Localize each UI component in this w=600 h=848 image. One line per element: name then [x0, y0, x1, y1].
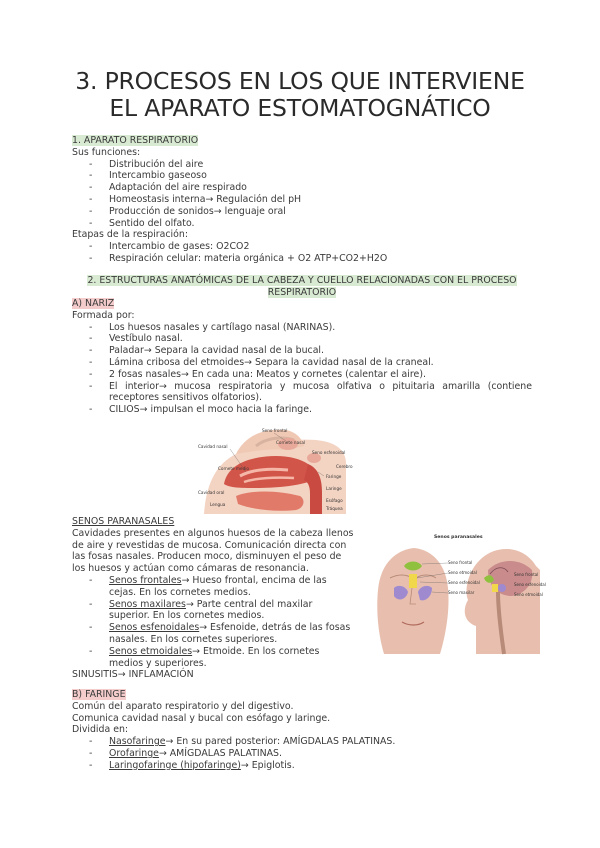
list-item: - Adaptación del aire respirado [89, 182, 532, 194]
list-item: - CILIOS→ impulsan el moco hacia la faringe. [89, 404, 532, 416]
fig2-label: Seno esfenoidal [448, 580, 480, 585]
seno-desc: → Etmoide. En los cornetes [192, 645, 320, 657]
list-item: - Lámina cribosa del etmoides→ Separa la cavidad nasal de la craneal. [89, 357, 532, 369]
faringe-part-name: Orofaringe [109, 747, 159, 759]
nasal-cavity-figure [196, 424, 376, 514]
faringe-part-desc: → Epiglotis. [240, 759, 295, 771]
seno-desc: → Parte central del maxilar [185, 598, 313, 610]
faringe-part-name: Nasofaringe [109, 736, 166, 748]
fig2-label: Seno maxilar [448, 590, 475, 595]
list-item: - Producción de sonidos→ lenguaje oral [89, 206, 532, 218]
list-item: - Intercambio de gases: O2CO2 [89, 241, 532, 253]
fig2-label: Seno etmoidal [448, 570, 477, 575]
faringe-line: Común del aparato respiratorio y del digestivo. [72, 700, 294, 712]
section-senos-paranasales [72, 516, 360, 681]
faringe-part-desc: → AMÍGDALAS PALATINAS. [158, 747, 282, 759]
seno-desc: medios y superiores. [109, 657, 207, 669]
etapas-label: Etapas de la respiración: [72, 229, 188, 241]
faringe-part-name: Laringofaringe (hipofaringe) [109, 759, 241, 771]
fig2-label: Seno frontal [448, 560, 473, 565]
fig1-label: Esófago [326, 498, 343, 503]
list-item: - Sentido del olfato. [89, 218, 532, 230]
interior-line1: - El interior→ mucosa respiratoria y mucosa olfativa o pituitaria amarilla (contiene [109, 380, 532, 392]
senos-intro-line: de aire y revestidas de mucosa. Comunicación directa con [72, 539, 347, 551]
list-item: - Paladar→ Separa la cavidad nasal de la bucal. [89, 345, 532, 357]
faringe-list [72, 736, 532, 771]
subsection-heading: B) FARINGE [72, 689, 126, 700]
funciones-label: Sus funciones: [72, 146, 141, 158]
nariz-list [72, 322, 532, 416]
senos-intro-line: Cavidades presentes en algunos huesos de la cabeza llenos [72, 527, 354, 539]
list-item [89, 575, 360, 599]
list-item: - Intercambio gaseoso [89, 170, 532, 182]
fig1-label: Tráquea [326, 506, 343, 511]
list-item [89, 599, 360, 623]
fig1-label: Lengua [210, 502, 226, 507]
fig1-label: Seno esfenoidal [312, 450, 346, 455]
seno-desc: nasales. En los cornetes superiores. [109, 633, 278, 645]
section-estructuras-heading [72, 275, 532, 299]
interior-line2: receptores sensitivos olfatorios). [109, 392, 263, 404]
fig1-label: Cerebro [336, 464, 353, 469]
list-item [89, 748, 532, 760]
fig2-label: Seno etmoidal [514, 592, 543, 597]
faringe-line: Dividida en: [72, 724, 129, 736]
subsection-heading: A) NARIZ [72, 298, 115, 309]
section-heading-line1: 2. ESTRUCTURAS ANATÓMICAS DE LA CABEZA Y CUELLO RELACIONADAS CON EL PROCESO [87, 275, 517, 286]
seno-desc: → Esfenoide, detrás de las fosas [199, 622, 351, 634]
senos-intro-line: las fosas nasales. Producen moco, disminuyen el peso de [72, 551, 342, 563]
fig1-label: Cornete nasal [276, 440, 306, 445]
list-item [89, 760, 532, 772]
seno-name: Senos etmoidales [109, 645, 193, 657]
fig1-label: Laringe [326, 486, 342, 491]
fig1-label: Seno frontal [262, 428, 288, 433]
section-heading: 1. APARATO RESPIRATORIO [72, 135, 199, 146]
faringe-part-desc: → En su pared posterior: AMÍGDALAS PALATINAS. [165, 736, 396, 748]
faringe-line: Comunica cavidad nasal y bucal con esófago y laringe. [72, 712, 331, 724]
fig1-label: Cavidad oral [198, 490, 225, 495]
subsection-heading: SENOS PARANASALES [72, 516, 175, 527]
fig2-label: Seno esfenoidal [514, 582, 546, 587]
list-item: - Los huesos nasales y cartílago nasal (NARINAS). [89, 322, 532, 334]
senos-intro-line: los huesos y actúan como cámaras de resonancia. [72, 563, 309, 575]
senos-list [72, 575, 360, 669]
list-item [89, 646, 360, 670]
seno-name: Senos maxilares [109, 598, 186, 610]
etapas-list [72, 241, 532, 265]
list-item: - Homeostasis interna→ Regulación del pH [89, 194, 532, 206]
section-faringe [72, 689, 532, 772]
funciones-list [72, 159, 532, 230]
fig1-label: Faringe [326, 474, 342, 479]
seno-name: Senos esfenoidales [109, 622, 200, 634]
fig1-label: Cavidad nasal [198, 444, 228, 449]
sinusitis-note: SINUSITIS→ INFLAMACIÓN [72, 669, 194, 681]
seno-name: Senos frontales [109, 574, 182, 586]
page-title [40, 68, 560, 122]
fig2-title: Senos paranasales [434, 535, 483, 540]
paranasal-sinuses-figure [364, 530, 546, 654]
seno-desc: superior. En los cornetes medios. [109, 610, 265, 622]
fig1-label: Cornete medio [218, 466, 249, 471]
list-item: - Respiración celular: materia orgánica + O2 ATP+CO2+H2O [89, 253, 532, 265]
seno-desc: → Hueso frontal, encima de las [181, 574, 327, 586]
list-item [89, 622, 360, 646]
section-nariz [72, 298, 532, 416]
section-heading-line2: RESPIRATORIO [267, 286, 337, 298]
section-aparato-respiratorio [72, 135, 532, 265]
seno-desc: cejas. En los cornetes medios. [109, 586, 251, 598]
list-item [89, 736, 532, 748]
formado-label: Formada por: [72, 309, 135, 321]
page-title-line2: EL APARATO ESTOMATOGNÁTICO [109, 94, 491, 122]
page-title-line1: 3. PROCESOS EN LOS QUE INTERVIENE [75, 67, 525, 95]
fig2-label: Seno frontal [514, 572, 539, 577]
list-item: - Distribución del aire [89, 159, 532, 171]
list-item: - Vestíbulo nasal. [89, 333, 532, 345]
list-item: - 2 fosas nasales→ En cada una: Meatos y cornetes (calentar el aire). [89, 369, 532, 381]
list-item [89, 381, 532, 405]
